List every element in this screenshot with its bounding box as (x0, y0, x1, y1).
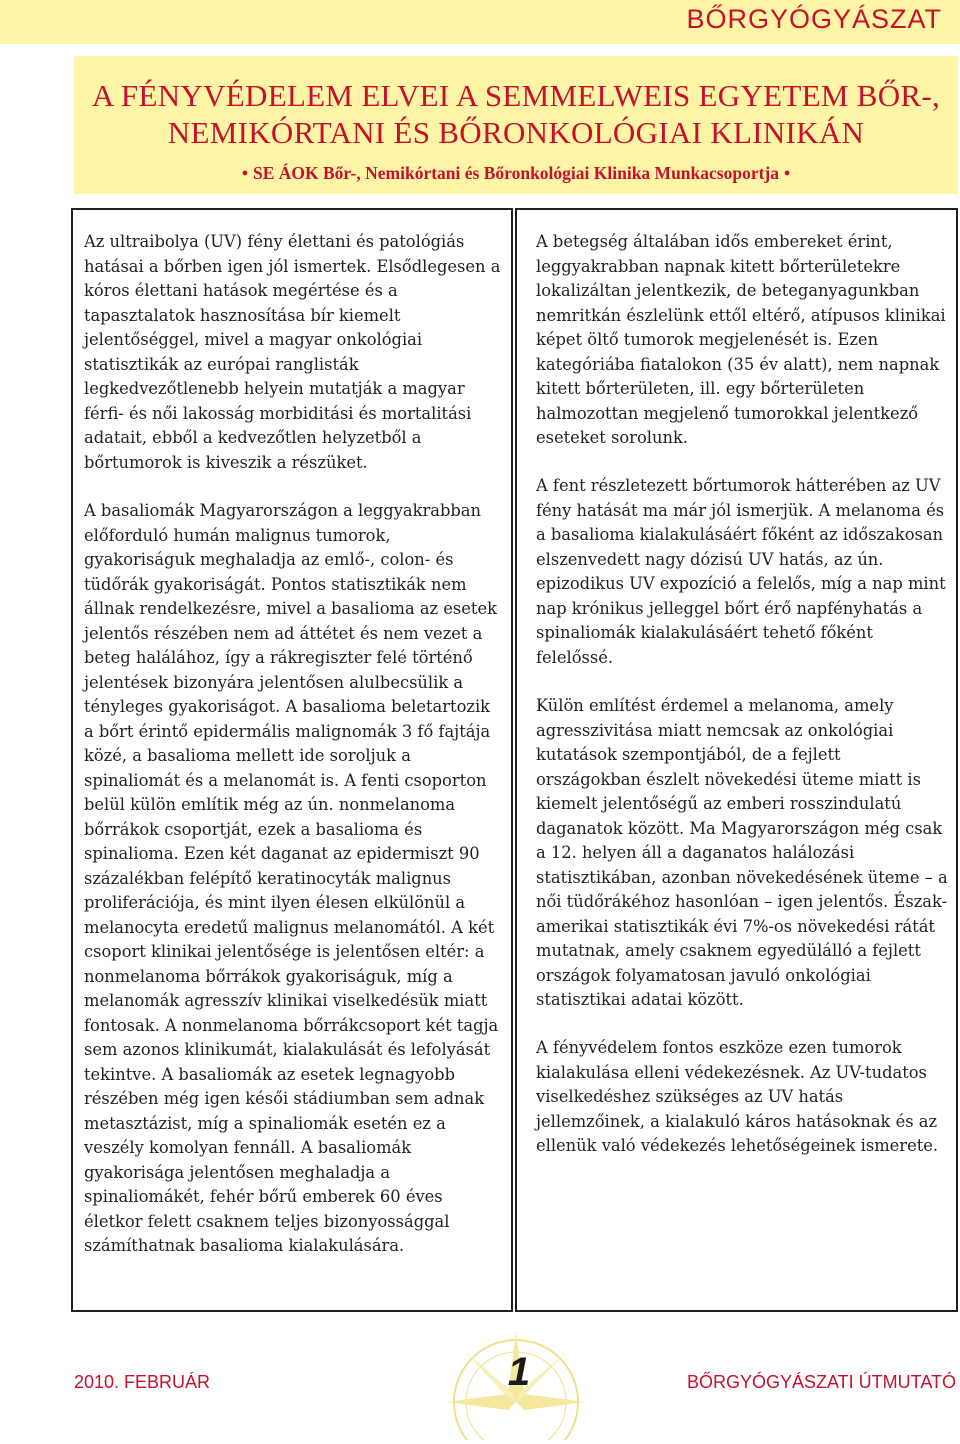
paragraph: A fényvédelem fontos eszköze ezen tumorok kialakulása elleni védekezésnek. Az UV-tudatos viselkedéshez szükséges az UV hatás jellemzőinek, a kialakuló káros hatásoknak és az ellenük való védekezés lehetőségeinek ismerete. (536, 1038, 939, 1155)
paragraph: A fent részletezett bőrtumorok hátterében az UV fény hatását ma már jól ismerjük. A melanoma és a basalioma kialakulásáért főként az időszakosan elszenvedett nagy dózisú UV hatás, az ún. epizodikus UV expozíció a felelős, míg a nap mint nap krónikus jelleggel bőrt érő napfényhatás a spinaliomák kialakulásáért tehető főként felelőssé. (536, 476, 946, 667)
paragraph: A basaliomák Magyarországon a leggyakrabban előforduló humán malignus tumorok, gyakoriságuk meghaladja az emlő-, colon- és tüdőrák gyakoriságát. Pontos statisztikák nem állnak rendelkezésre, mivel a basalioma az esetek jelentős részében nem ad áttétet és nem vezet a beteg halálához, így a rákregiszter felé történő jelentések bizonyára jelentősen alulbecsülik a tényleges gyakoriságot. A basalioma beletartozik a bőrt érintő epidermális malignomák 3 fő fajtája közé, a basalioma mellett ide soroljuk a spinaliomát és a melanomát is. A fenti csoporton belül külön említik még az ún. nonmelanoma bőrrákok csoportját, ezek a basalioma és spinalioma. Ezen két daganat az epidermiszt 90 százalékban felépítő keratinocyták malignus proliferációja, és mint ilyen élesen elkülönül a melanocyta eredetű malignus melanomától. A két csoport klinikai jelentősége is jelentősen eltér: a nonmelanoma bőrrákok gyakoriságuk, míg a melanomák agresszív klinikai viselkedésük miatt fontosak. A nonmelanoma bőrrákcsoport két tagja sem azonos klinikumát, kialakulását és lefolyását tekintve. A basaliomák az esetek legnagyobb részében még igen késői stádiumban sem adnak metasztázist, míg a spinaliomák esetén ez a veszély komolyan fennáll. A basaliomák gyakorisága jelentősen meghaladja a spinaliomákét, fehér bőrű emberek 60 éves életkor felett csaknem teljes bizonyossággal számíthatnak basalioma kialakulására. (84, 501, 499, 1255)
bullet-icon: • (784, 163, 791, 183)
article-title-line-2: NEMIKÓRTANI ÉS BŐRONKOLÓGIAI KLINIKÁN (167, 115, 865, 150)
publication-title: BŐRGYÓGYÁSZATI ÚTMUTATÓ (686, 1372, 956, 1392)
article-subtitle (74, 163, 958, 184)
issue-date: 2010. FEBRUÁR (74, 1372, 211, 1392)
subtitle-text: SE ÁOK Bőr-, Nemikórtani és Bőronkológiai Klinika Munkacsoportja (252, 163, 780, 183)
right-column (515, 208, 958, 1312)
title-box (74, 56, 958, 194)
bullet-icon: • (241, 163, 248, 183)
left-column (71, 208, 513, 1312)
paragraph: Külön említést érdemel a melanoma, amely agresszivitása miatt nemcsak az onkológiai kutatások szempontjából, de a fejlett országokban észlelt növekedési üteme miatt is kiemelt jelentőségű az emberi rosszindulatú daganatok között. Ma Magyarországon még csak a 12. helyen áll a daganatos halálozási statisztikában, azonban növekedésének üteme – a női tüdőrákéhoz hasonlóan – igen jelentős. Észak-amerikai statisztikák évi 7%-os növekedési rátát mutatnak, amely csaknem egyedülálló a fejlett országok folyamatosan javuló onkológiai statisztikai adatai között. (536, 696, 948, 1009)
page-number: 1 (507, 1350, 531, 1394)
paragraph: A betegség általában idős embereket érint, leggyakrabban napnak kitett bőrterületekre lokalizáltan jelentkezik, de beteganyagunkban nemritkán észlelünk ettől eltérő, atípusos klinikai képet öltő tumorok megjelenését is. Ezen kategóriába fiatalokon (35 év alatt), nem napnak kitett bőrterületen, ill. egy bőrterületen halmozottan megjelenő tumorokkal jelentkező eseteket sorolunk. (536, 232, 946, 447)
article-title-line-1: A FÉNYVÉDELEM ELVEI A SEMMELWEIS EGYETEM BŐR-, (91, 78, 941, 113)
paragraph: Az ultraibolya (UV) fény élettani és patológiás hatásai a bőrben igen jól ismertek. Elsődlegesen a kóros élettani hatások megértése és a tapasztalatok hasznosítása bír kiemelt jelentőséggel, mivel a magyar onkológiai statisztikák az európai ranglisták legkedvezőtlenebb helyein mutatják a magyar férfi- és női lakosság morbiditási és mortalitási adatait, ebből a kedvezőtlen helyzetből a bőrtumorok is kiveszik a részüket. (84, 232, 501, 472)
section-title: BŐRGYÓGYÁSZAT (686, 4, 942, 34)
header-band (0, 0, 960, 44)
